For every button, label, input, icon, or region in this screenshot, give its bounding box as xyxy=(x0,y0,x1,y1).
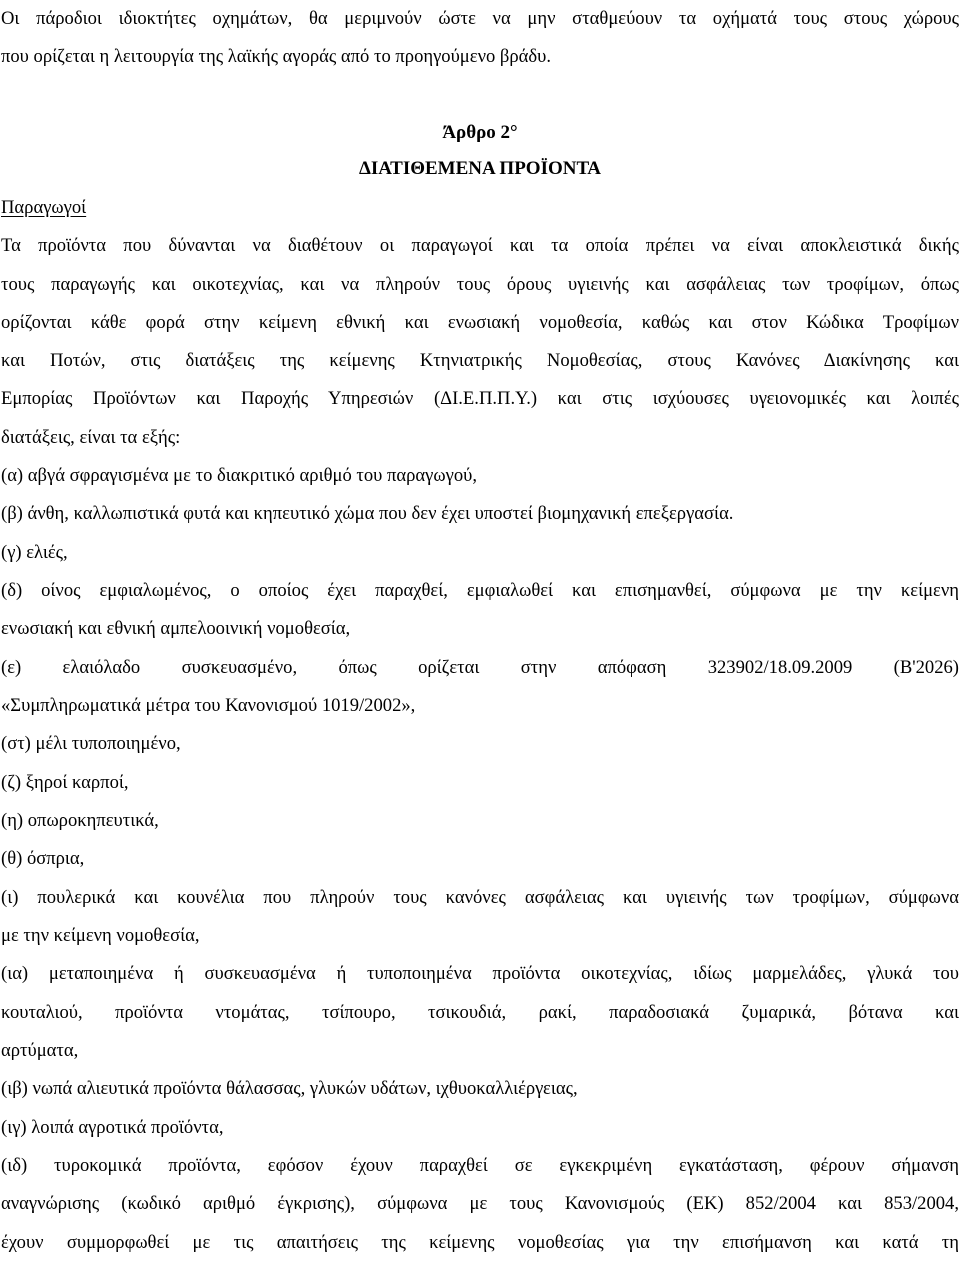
list-item-ib: (ιβ) νωπά αλιευτικά προϊόντα θάλασσας, γλυκών υδάτων, ιχθυοκαλλιέργειας, xyxy=(1,1078,578,1099)
list-item-c: (γ) ελιές, xyxy=(1,542,68,563)
list-item-i-line-1: (ι) πουλερικά και κουνέλια που πληρούν τους κανόνες ασφάλειας και υγιεινής των τροφίμων, σύμφωνα xyxy=(1,887,959,908)
list-item-st: (στ) μέλι τυποποιημένο, xyxy=(1,733,181,754)
paragraph-line: Εμπορίας Προϊόντων και Παροχής Υπηρεσιών (ΔΙ.Ε.Π.Π.Υ.) και στις ισχύουσες υγειονομικές και λοιπές xyxy=(1,388,959,409)
paragraph-line: Τα προϊόντα που δύνανται να διαθέτουν οι παραγωγοί και τα οποία πρέπει να είναι αποκλειστικά δικής xyxy=(1,235,959,256)
list-item-th: (θ) όσπρια, xyxy=(1,848,85,869)
list-item-ia-line-3: αρτύματα, xyxy=(1,1040,79,1061)
list-item-a: (α) αβγά σφραγισμένα με το διακριτικό αριθμό του παραγωγού, xyxy=(1,465,477,486)
paragraph-line: διατάξεις, είναι τα εξής: xyxy=(1,427,181,448)
article-title: ΔΙΑΤΙΘΕΜΕΝΑ ΠΡΟΪΟΝΤΑ xyxy=(358,158,602,179)
list-item-i-line-2: με την κείμενη νομοθεσία, xyxy=(1,925,200,946)
section-label xyxy=(1,189,959,227)
list-item-d-line-2: ενωσιακή και εθνική αμπελοοινική νομοθεσία, xyxy=(1,618,351,639)
list-item-e-line-2: «Συμπληρωματικά μέτρα του Κανονισμού 1019/2002», xyxy=(1,695,416,716)
article-number: Άρθρο 2° xyxy=(442,122,518,143)
list-item-id-line-1: (ιδ) τυροκομικά προϊόντα, εφόσον έχουν παραχθεί σε εγκεκριμένη εγκατάσταση, φέρουν σήμανση xyxy=(1,1155,959,1176)
list-item-ia-line-2: κουταλιού, προϊόντα ντομάτας, τσίπουρο, τσικουδιά, ρακί, παραδοσιακά ζυμαρικά, βότανα και xyxy=(1,1002,959,1023)
list-item-e-line-1: (ε) ελαιόλαδο συσκευασμένο, όπως ορίζεται στην απόφαση 323902/18.09.2009 (Β'2026) xyxy=(1,657,959,678)
paragraph-line: τους παραγωγής και οικοτεχνίας, και να πληρούν τους όρους υγιεινής και ασφάλειας των τροφίμων, όπως xyxy=(1,274,959,295)
list-item-h: (η) οπωροκηπευτικά, xyxy=(1,810,159,831)
list-item-z: (ζ) ξηροί καρποί, xyxy=(1,772,129,793)
intro-line-1: Οι πάροδιοι ιδιοκτήτες οχημάτων, θα μεριμνούν ώστε να μην σταθμεύουν τα οχήματά τους στους χώρους xyxy=(1,8,959,29)
list-item-d-line-1: (δ) οίνος εμφιαλωμένος, ο οποίος έχει παραχθεί, εμφιαλωθεί και επισημανθεί, σύμφωνα με την κείμενη xyxy=(1,580,959,601)
section-label-text: Παραγωγοί xyxy=(1,197,87,218)
paragraph-line: και Ποτών, στις διατάξεις της κείμενης Κτηνιατρικής Νομοθεσίας, στους Κανόνες Διακίνησης και xyxy=(1,350,959,371)
list-item-ig: (ιγ) λοιπά αγροτικά προϊόντα, xyxy=(1,1117,224,1138)
list-item-ia-line-1: (ια) μεταποιημένα ή συσκευασμένα ή τυποποιημένα προϊόντα οικοτεχνίας, ιδίως μαρμελάδες, γλυκά του xyxy=(1,963,959,984)
list-item-b: (β) άνθη, καλλωπιστικά φυτά και κηπευτικό χώμα που δεν έχει υποστεί βιομηχανική επεξεργασία. xyxy=(1,503,734,524)
intro-line-2: που ορίζεται η λειτουργία της λαϊκής αγοράς από το προηγούμενο βράδυ. xyxy=(1,46,552,67)
list-item-id-line-2: αναγνώρισης (κωδικό αριθμό έγκρισης), σύμφωνα με τους Κανονισμούς (ΕΚ) 852/2004 και 853/2004, xyxy=(1,1193,959,1214)
paragraph-line: ορίζονται κάθε φορά στην κείμενη εθνική και ενωσιακή νομοθεσία, καθώς και στον Κώδικα Τροφίμων xyxy=(1,312,959,333)
list-item-id-line-3: έχουν συμμορφωθεί με τις απαιτήσεις της κείμενης νομοθεσίας για την επισήμανση και κατά τη xyxy=(1,1232,959,1253)
